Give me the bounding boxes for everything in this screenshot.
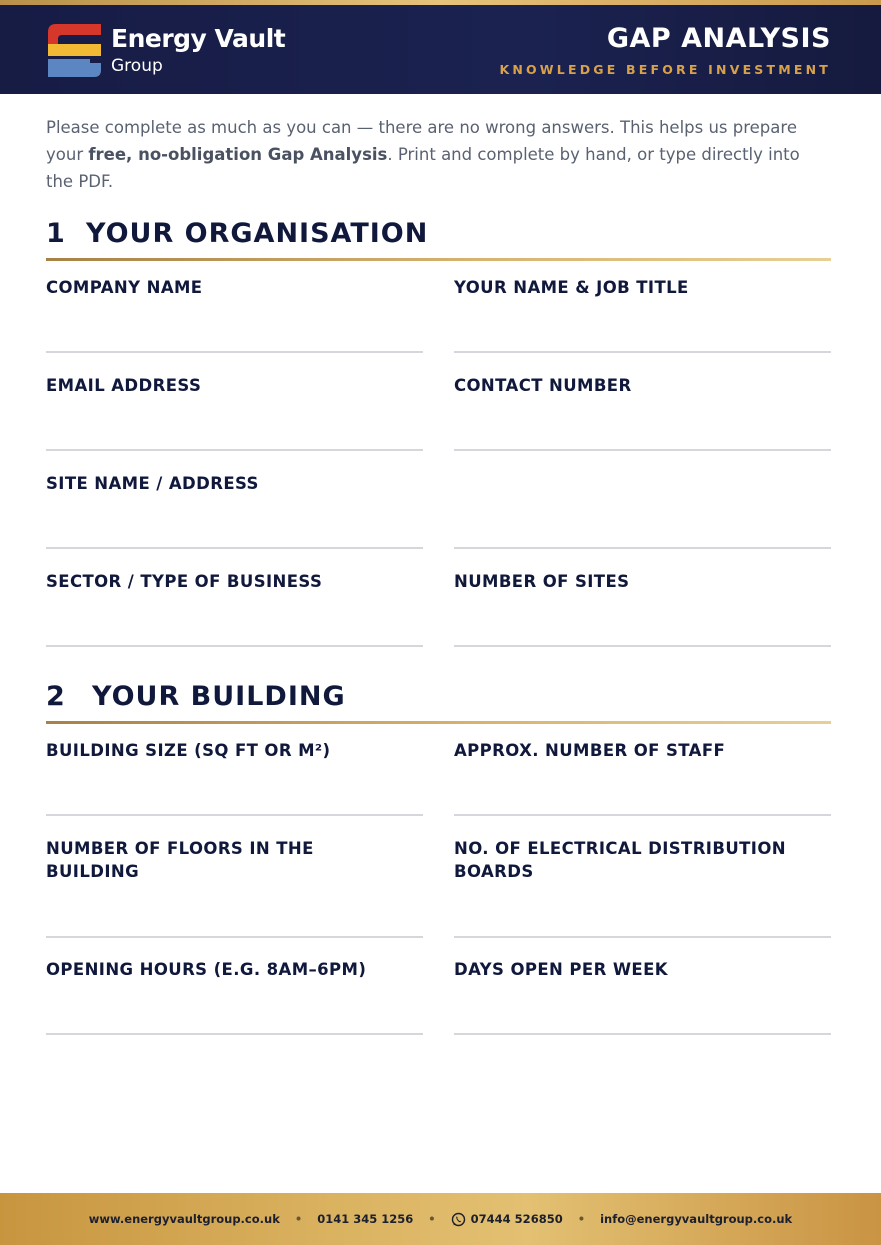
- field-underline[interactable]: [454, 1033, 831, 1035]
- field-label: EMAIL ADDRESS: [46, 376, 202, 395]
- field-label: YOUR NAME & JOB TITLE: [454, 278, 689, 297]
- section-number: 2: [46, 681, 66, 712]
- document-title: GAP ANALYSIS: [606, 23, 831, 54]
- field-label: COMPANY NAME: [46, 278, 203, 297]
- field-underline[interactable]: [454, 449, 831, 451]
- document-tagline: KNOWLEDGE BEFORE INVESTMENT: [499, 62, 831, 77]
- page-header: [0, 0, 881, 94]
- footer-separator: •: [294, 1212, 303, 1226]
- energy-vault-logo-icon: [46, 22, 102, 78]
- field-company-name[interactable]: [46, 276, 423, 299]
- field-label: NUMBER OF SITES: [454, 572, 630, 591]
- footer-separator: •: [428, 1212, 436, 1226]
- field-days-open-per-week[interactable]: [454, 958, 831, 981]
- section-heading-building: [46, 681, 346, 712]
- field-label: APPROX. NUMBER OF STAFF: [454, 741, 726, 760]
- field-label: CONTACT NUMBER: [454, 376, 632, 395]
- field-label: OPENING HOURS (E.G. 8AM–6PM): [46, 960, 367, 979]
- field-label: DAYS OPEN PER WEEK: [454, 960, 668, 979]
- header-gold-strip: [0, 0, 881, 5]
- intro-paragraph: [46, 114, 826, 195]
- field-electrical-distribution-boards[interactable]: [454, 837, 831, 883]
- field-underline[interactable]: [46, 645, 423, 647]
- intro-text-before: Please complete as much as you can — there are no wrong answers. This helps us prepare your: [46, 118, 797, 164]
- footer-phone[interactable]: 0141 345 1256: [317, 1212, 414, 1226]
- field-underline[interactable]: [454, 351, 831, 353]
- field-underline[interactable]: [46, 351, 423, 353]
- field-underline[interactable]: [454, 936, 831, 938]
- field-underline[interactable]: [46, 1033, 423, 1035]
- field-contact-number[interactable]: [454, 374, 831, 397]
- field-underline[interactable]: [46, 547, 423, 549]
- field-number-of-floors[interactable]: [46, 837, 346, 883]
- field-underline[interactable]: [46, 814, 423, 816]
- brand-name: Energy Vault: [111, 24, 286, 53]
- field-your-name-job-title[interactable]: [454, 276, 831, 299]
- footer-email-link[interactable]: info@energyvaultgroup.co.uk: [600, 1212, 793, 1226]
- section-title: YOUR BUILDING: [92, 681, 346, 712]
- footer-mobile[interactable]: 07444 526850: [470, 1212, 563, 1226]
- section-title: YOUR ORGANISATION: [86, 218, 429, 249]
- intro-bold-text: free, no-obligation Gap Analysis: [88, 145, 388, 164]
- field-building-size[interactable]: [46, 739, 423, 762]
- footer-separator: •: [577, 1212, 586, 1226]
- field-underline[interactable]: [46, 449, 423, 451]
- field-opening-hours[interactable]: [46, 958, 423, 981]
- field-number-of-sites[interactable]: [454, 570, 831, 593]
- field-sector-type-of-business[interactable]: [46, 570, 423, 593]
- field-label: BUILDING SIZE (SQ FT OR M²): [46, 741, 331, 760]
- section-divider: [46, 258, 831, 261]
- field-number-of-staff[interactable]: [454, 739, 831, 762]
- field-site-name-address[interactable]: [46, 472, 423, 495]
- field-underline[interactable]: [454, 814, 831, 816]
- section-number: 1: [46, 218, 66, 249]
- page-footer: [0, 1193, 881, 1245]
- field-label: NO. OF ELECTRICAL DISTRIBUTION BOARDS: [454, 839, 786, 881]
- section-divider: [46, 721, 831, 724]
- field-label: SECTOR / TYPE OF BUSINESS: [46, 572, 323, 591]
- field-underline[interactable]: [454, 547, 831, 549]
- field-email-address[interactable]: [46, 374, 423, 397]
- section-heading-organisation: [46, 218, 428, 249]
- field-underline[interactable]: [46, 936, 423, 938]
- footer-website-link[interactable]: www.energyvaultgroup.co.uk: [88, 1212, 280, 1226]
- intro-text-after: . Print and complete by hand, or type directly into the PDF.: [46, 145, 800, 191]
- field-label: SITE NAME / ADDRESS: [46, 474, 259, 493]
- field-label: NUMBER OF FLOORS IN THE BUILDING: [46, 839, 314, 881]
- footer-contact-row: [0, 1212, 881, 1227]
- brand-subtitle: Group: [111, 56, 163, 76]
- field-underline[interactable]: [454, 645, 831, 647]
- whatsapp-icon: [451, 1212, 466, 1227]
